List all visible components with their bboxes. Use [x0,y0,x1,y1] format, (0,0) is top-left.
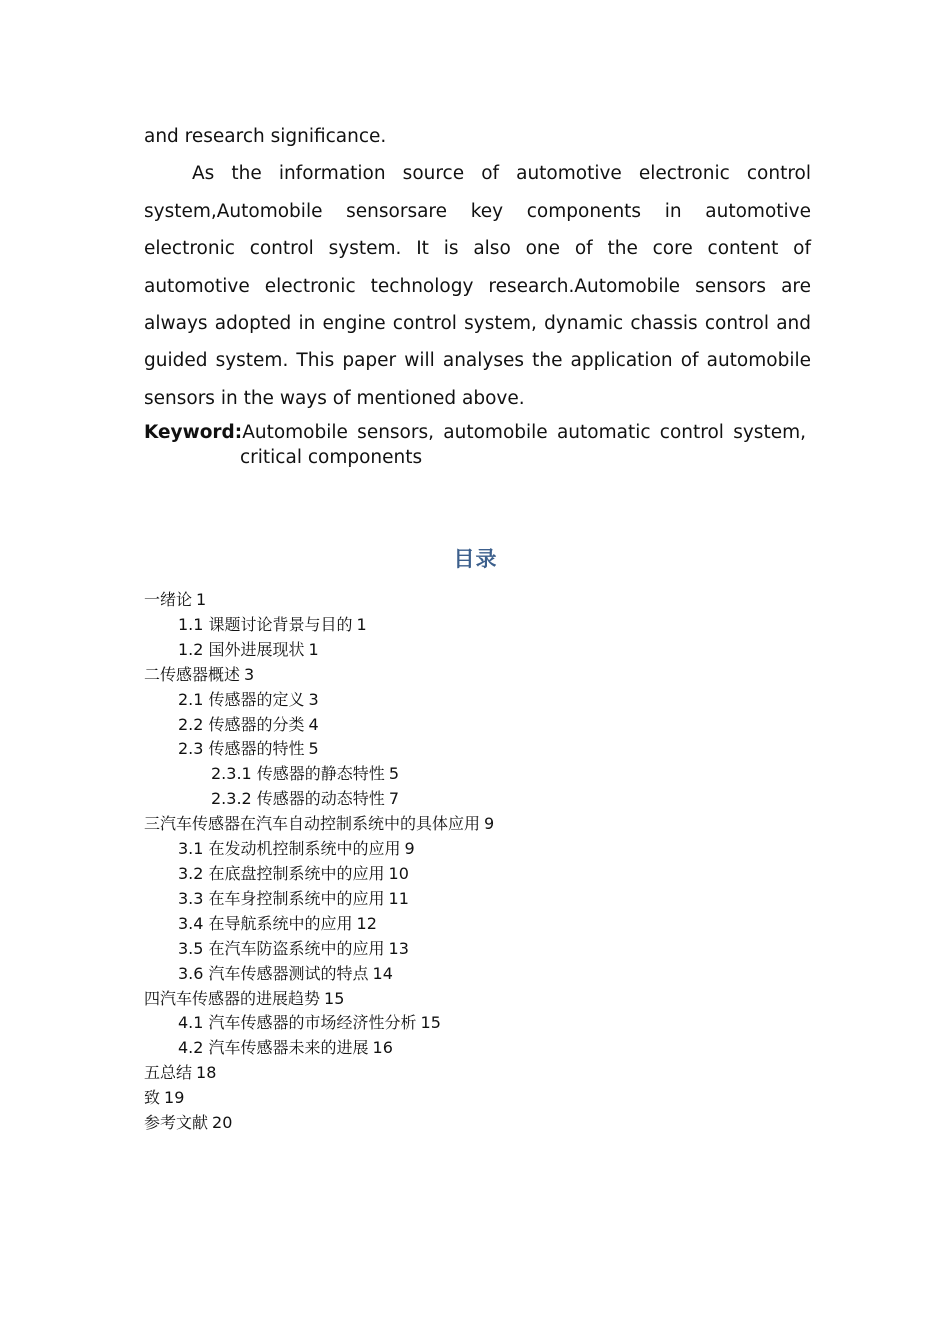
abstract-continuation: and research significance. [144,126,387,147]
toc-entry-text: 1.2 国外进展现状 [178,639,305,659]
document-page [144,118,811,1133]
toc-entry-page: 1 [308,639,319,659]
toc-entry[interactable] [144,1086,811,1111]
toc-entry-text: 3.6 汽车传感器测试的特点 [178,963,369,983]
toc-entry-text: 2.2 传感器的分类 [178,714,305,734]
toc-entry-text: 2.3.2 传感器的动态特性 [211,789,385,809]
toc-entry[interactable] [144,787,811,812]
toc-entry[interactable] [144,713,811,738]
toc-entry-text: 参考文献 [144,1113,209,1133]
toc-entry-text: 3.3 在车身控制系统中的应用 [178,888,385,908]
toc-entry[interactable] [144,1111,811,1136]
toc-entry-text: 3.2 在底盘控制系统中的应用 [178,863,385,883]
toc-entry-page: 15 [420,1013,441,1033]
toc-entry-page: 9 [404,839,415,859]
toc-entry-page: 20 [212,1113,233,1133]
toc-entry[interactable] [144,762,811,787]
toc-entry-page: 7 [388,789,399,809]
toc-entry[interactable] [144,737,811,762]
toc-entry[interactable] [144,912,811,937]
toc-entry-text: 3.1 在发动机控制系统中的应用 [178,839,401,859]
toc-entry-text: 二传感器概述 [144,664,241,684]
toc-entry[interactable] [144,1036,811,1061]
toc-entry[interactable] [144,987,811,1012]
toc-entry-text: 4.1 汽车传感器的市场经济性分析 [178,1013,417,1033]
toc-entry-text: 2.3 传感器的特性 [178,739,305,759]
toc-entry-text: 4.2 汽车传感器未来的进展 [178,1038,369,1058]
keyword-text: Automobile sensors, automobile automatic control system, critical components [240,422,806,469]
keyword-block [144,420,806,470]
toc-entry[interactable] [144,837,811,862]
toc-entry-page: 18 [196,1063,217,1083]
toc-entry-text: 3.4 在导航系统中的应用 [178,913,353,933]
toc-entry-text: 3.5 在汽车防盗系统中的应用 [178,938,385,958]
toc-entry-page: 5 [388,764,399,784]
toc-title: 目录 [453,547,498,571]
toc-entry-page: 9 [484,814,495,834]
toc-entry-text: 一绪论 [144,590,193,609]
abstract-paragraph: As the information source of automotive electronic control system,Automobile sensorsare key components in automotive electronic control system. It is also one of the core content of automotive electronic technology research.Automobile sensors are always adopted in engine control system, dynamic chassis control and guided system. This paper will analyses the application of automobile sensors in the ways of mentioned above. [144,163,811,409]
toc-entry[interactable] [144,862,811,887]
toc-entry[interactable] [144,887,811,912]
toc-entry[interactable] [144,812,811,837]
toc-entry-page: 14 [372,963,393,983]
toc-entry-page: 12 [356,913,377,933]
toc-entry-text: 2.1 传感器的定义 [178,689,305,709]
toc-entry-page: 10 [388,863,409,883]
toc-entry-text: 1.1 课题讨论背景与目的 [178,614,353,634]
toc-entry[interactable] [144,613,811,638]
toc-entry-page: 13 [388,938,409,958]
toc-entry[interactable] [144,1061,811,1086]
toc-entry[interactable] [144,588,811,613]
toc-entry-page: 19 [164,1088,185,1108]
toc-entry[interactable] [144,638,811,663]
toc-entry-page: 1 [356,614,367,634]
toc-entry[interactable] [144,663,811,688]
toc-entry-page: 1 [196,590,207,609]
toc-entry[interactable] [144,937,811,962]
toc-entry-page: 11 [388,888,409,908]
toc-entry[interactable] [144,1011,811,1036]
toc-entry-text: 四汽车传感器的进展趋势 [144,988,321,1008]
toc-entry-page: 4 [308,714,319,734]
toc-entry-page: 3 [244,664,255,684]
toc-entry[interactable] [144,962,811,987]
toc-entry-text: 三汽车传感器在汽车自动控制系统中的具体应用 [144,814,481,834]
toc-entry-page: 5 [308,739,319,759]
toc-entry-text: 2.3.1 传感器的静态特性 [211,764,385,784]
toc-entry-page: 3 [308,689,319,709]
keyword-row [144,420,811,470]
toc-entry-text: 致 [144,1088,161,1108]
toc-entry[interactable] [144,688,811,713]
table-of-contents [144,588,811,1136]
toc-entry-page: 15 [324,988,345,1008]
toc-entry-text: 五总结 [144,1063,193,1083]
toc-entry-page: 16 [372,1038,393,1058]
keyword-label: Keyword: [144,422,243,444]
